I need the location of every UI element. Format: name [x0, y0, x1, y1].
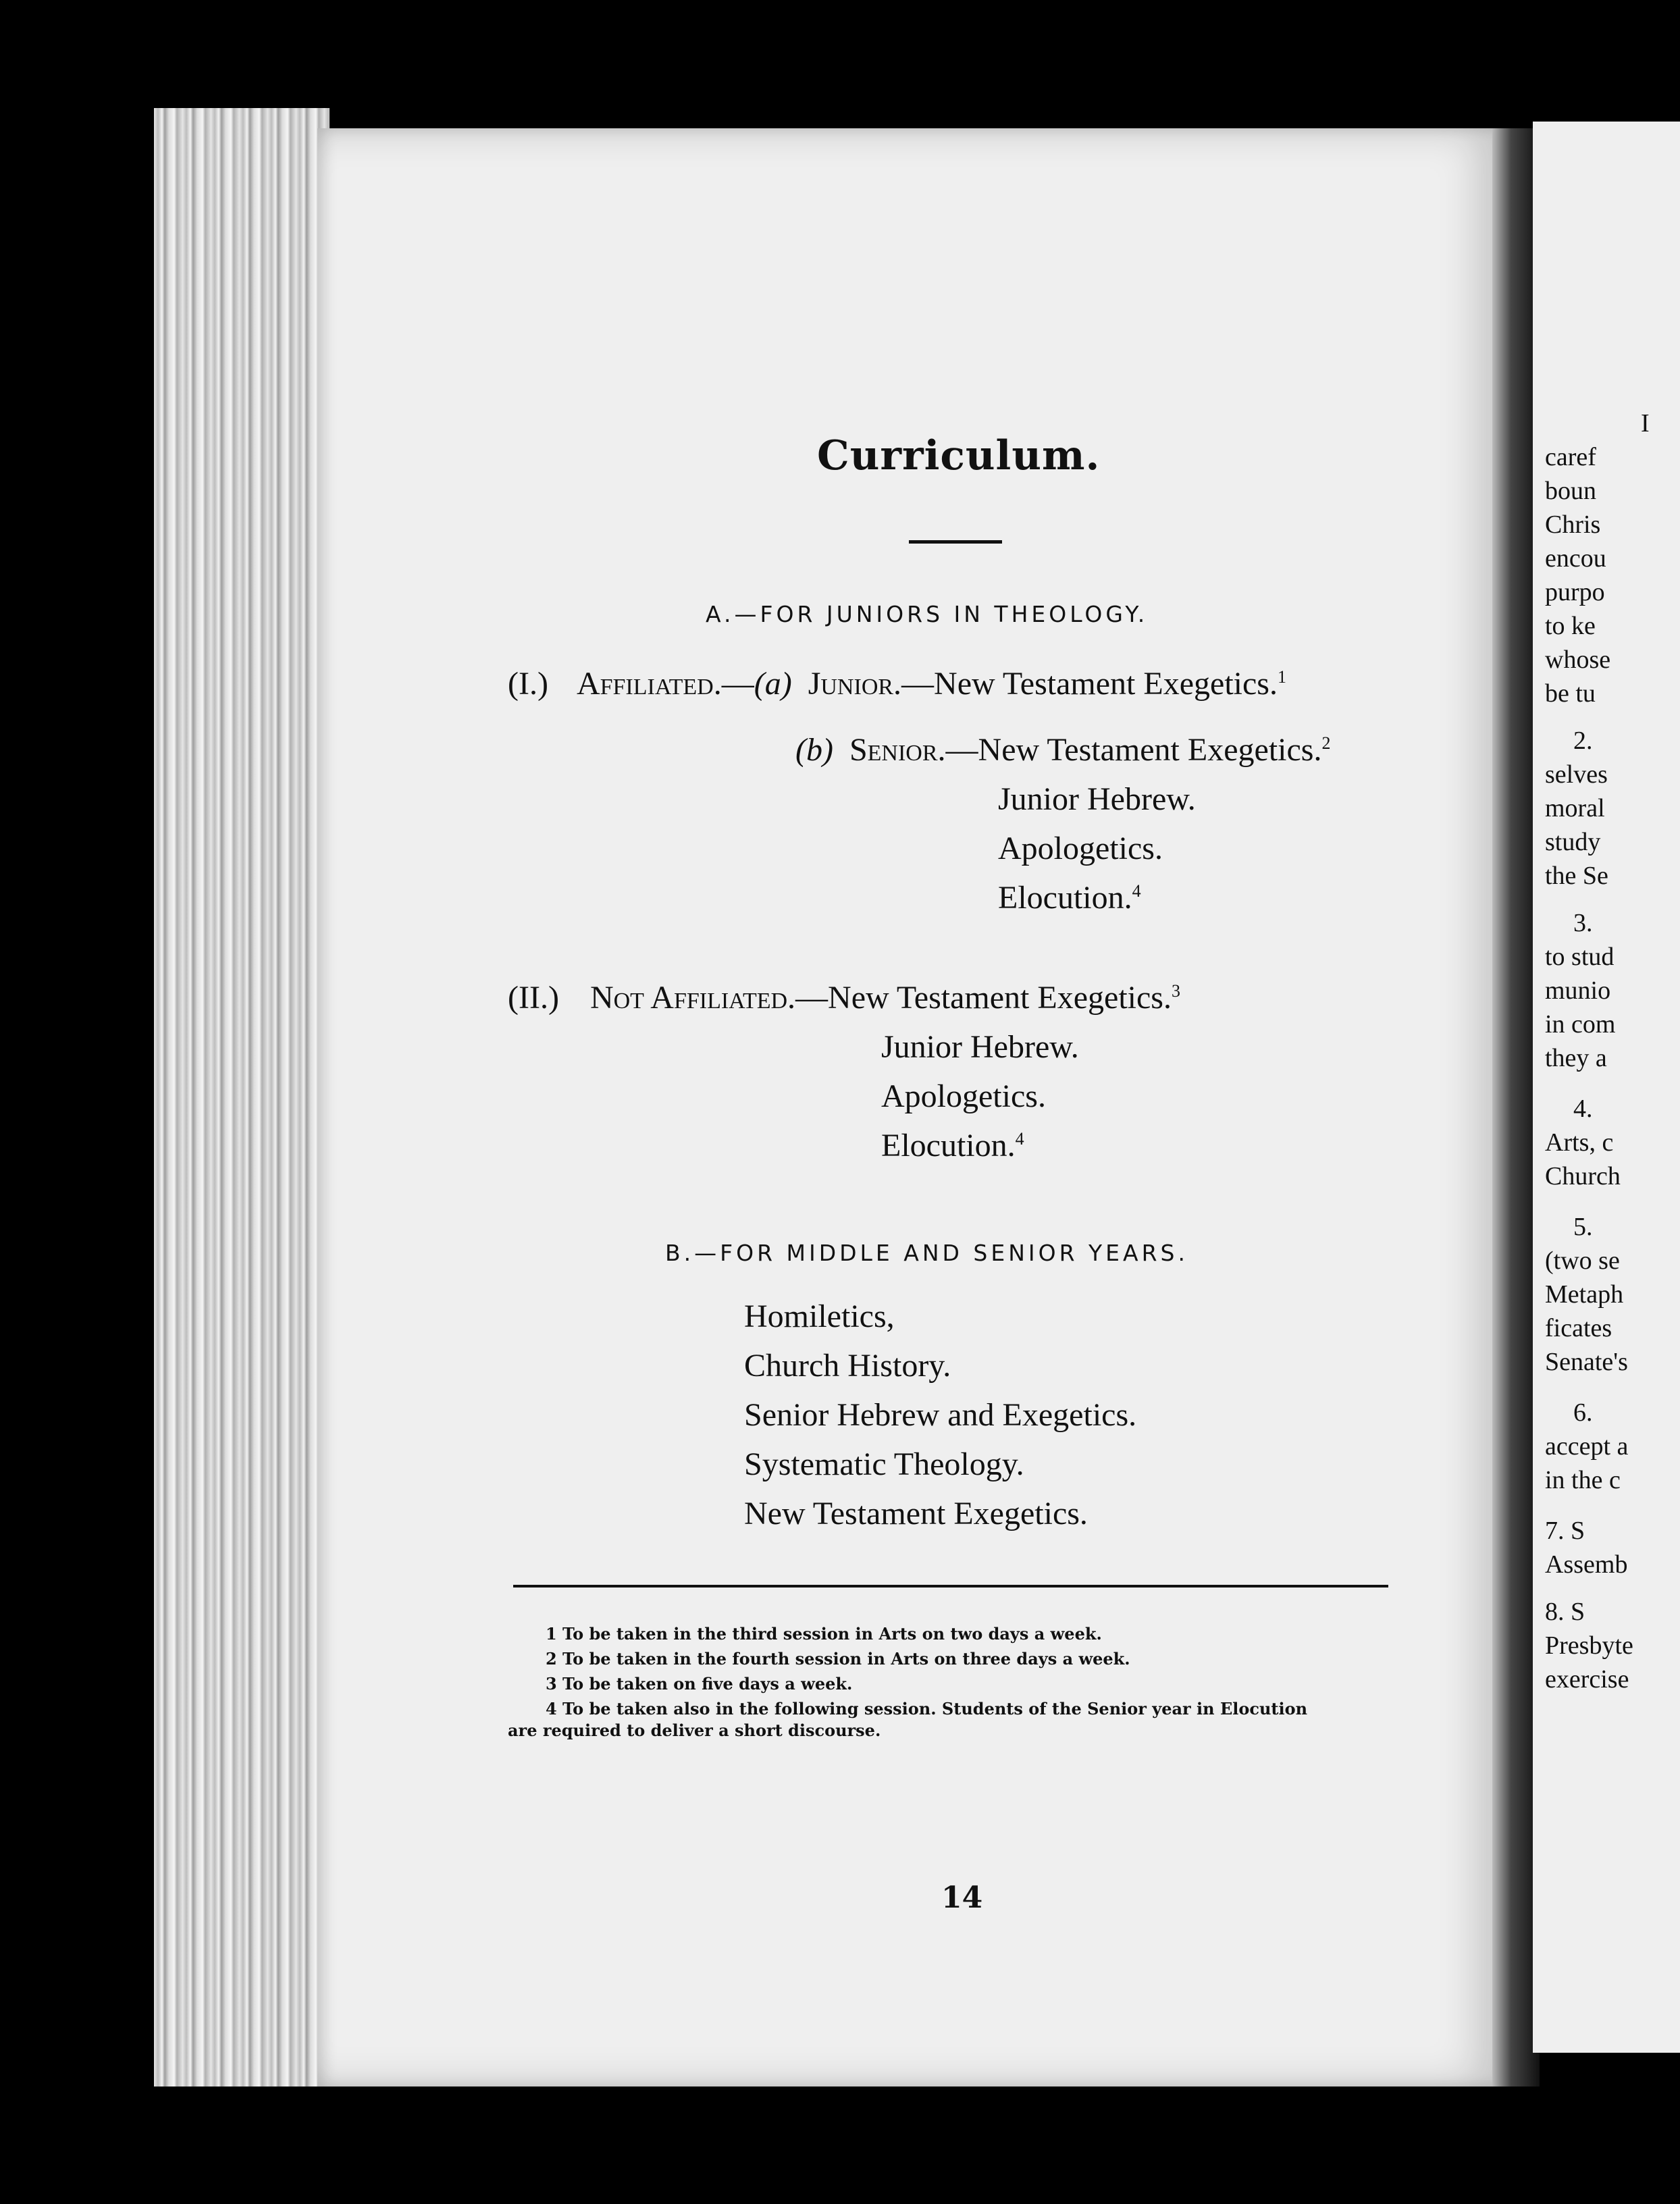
facing-page-fragment-line: (two se [1545, 1247, 1620, 1275]
facing-page-fragment-line: moral [1545, 794, 1605, 822]
group2-label: Not Affiliated.— [589, 980, 829, 1016]
senior-course: New Testament Exegetics. [978, 732, 1322, 768]
junior-label: Junior.— [808, 666, 935, 702]
facing-page-fragment-line: 4. [1573, 1095, 1593, 1123]
facing-page-fragment-line: 8. S [1545, 1598, 1585, 1626]
facing-page-fragment-line: munio [1545, 976, 1611, 1005]
facing-page-fragment-line: I [1641, 409, 1650, 438]
facing-page-fragment-line: whose [1545, 646, 1611, 674]
group1-extra-3-ref: 4 [1132, 881, 1141, 901]
group2-extra-1: Junior Hebrew. [881, 1029, 1079, 1065]
group2-extra-3-ref: 4 [1015, 1129, 1024, 1149]
footnote-2: 2 To be taken in the fourth session in Arts on three days a week. [546, 1649, 1130, 1669]
section-b-heading: B.—FOR MIDDLE AND SENIOR YEARS. [665, 1240, 1188, 1266]
facing-page-fragment-line: Church [1545, 1162, 1621, 1190]
group1-number: (I.) [508, 666, 548, 702]
facing-page-fragment-line: Chris [1545, 510, 1601, 539]
facing-page-fragment-line: 6. [1573, 1398, 1593, 1427]
facing-page-fragment-line: in the c [1545, 1466, 1621, 1494]
section-b-course-4: Systematic Theology. [744, 1446, 1024, 1482]
group1-line-junior [508, 665, 1286, 702]
facing-page-fragment-line: Presbyte [1545, 1631, 1633, 1660]
group2-line-main [508, 979, 1180, 1016]
section-b-course-3: Senior Hebrew and Exegetics. [744, 1397, 1137, 1433]
facing-page-fragment-line: the Se [1545, 862, 1608, 890]
junior-marker: (a) [754, 666, 792, 702]
facing-page-fragment-line: to stud [1545, 943, 1615, 971]
facing-page-fragment-line: they a [1545, 1044, 1607, 1072]
junior-footnote-ref: 1 [1277, 667, 1286, 687]
section-a-heading: A.—FOR JUNIORS IN THEOLOGY. [706, 601, 1149, 627]
group1-extra-3-text: Elocution. [998, 880, 1132, 916]
page-title: Curriculum. [817, 432, 1101, 479]
facing-page-fragment-line: accept a [1545, 1432, 1629, 1461]
section-b-course-5: New Testament Exegetics. [744, 1496, 1088, 1531]
facing-page-fragment-line: 5. [1573, 1213, 1593, 1241]
facing-page-fragment-line: be tu [1545, 679, 1596, 708]
group2-number: (II.) [508, 980, 559, 1016]
section-b-course-1: Homiletics, [744, 1298, 895, 1334]
facing-page-fragment-line: in com [1545, 1010, 1616, 1039]
page-number: 14 [941, 1881, 983, 1915]
title-rule [909, 540, 1002, 544]
footnote-3: 3 To be taken on five days a week. [546, 1674, 853, 1694]
facing-page-fragment-line: Assemb [1545, 1550, 1628, 1579]
facing-page-fragment-line: exercise [1545, 1665, 1629, 1694]
facing-page-fragment-line: Arts, c [1545, 1128, 1614, 1157]
footnote-1: 1 To be taken in the third session in Arts on two days a week. [546, 1624, 1102, 1644]
group1-label: Affiliated.— [576, 666, 754, 702]
facing-page-fragment-line: Metaph [1545, 1280, 1624, 1309]
facing-page-fragment-line: selves [1545, 760, 1608, 789]
group2-extra-2: Apologetics. [881, 1078, 1046, 1114]
facing-page-fragment-line: purpo [1545, 578, 1605, 606]
senior-footnote-ref: 2 [1321, 733, 1331, 753]
facing-page-fragment [1533, 122, 1680, 2053]
footnote-4-continued: are required to deliver a short discourse. [508, 1721, 881, 1740]
facing-page-fragment-line: to ke [1545, 612, 1596, 640]
group1-extra-1: Junior Hebrew. [998, 781, 1196, 817]
facing-page-fragment-line: caref [1545, 443, 1596, 471]
facing-page-fragment-line: ficates [1545, 1314, 1612, 1342]
senior-marker: (b) [795, 732, 833, 768]
group2-extra-3-text: Elocution. [881, 1128, 1016, 1163]
junior-course: New Testament Exegetics. [934, 666, 1278, 702]
group1-line-senior [795, 731, 1330, 768]
group2-extra-3 [881, 1127, 1024, 1164]
section-b-course-2: Church History. [744, 1348, 951, 1384]
facing-page-fragment-line: study [1545, 828, 1601, 856]
facing-page-fragment-line: boun [1545, 477, 1596, 505]
facing-page-fragment-line: 2. [1573, 727, 1593, 755]
group2-course: New Testament Exegetics. [828, 980, 1172, 1016]
footnote-4: 4 To be taken also in the following session. Students of the Senior year in Elocution [546, 1699, 1308, 1718]
book-page-edges [154, 108, 330, 2087]
facing-page-fragment-line: Senate's [1545, 1348, 1628, 1376]
group1-extra-3 [998, 879, 1141, 916]
senior-label: Senior.— [849, 732, 978, 768]
footnote-rule [513, 1585, 1388, 1588]
facing-page-fragment-line: 3. [1573, 909, 1593, 937]
facing-page-fragment-line: encou [1545, 544, 1606, 573]
facing-page-fragment-line: 7. S [1545, 1517, 1585, 1545]
group2-footnote-ref: 3 [1171, 981, 1180, 1001]
group1-extra-2: Apologetics. [998, 831, 1163, 866]
